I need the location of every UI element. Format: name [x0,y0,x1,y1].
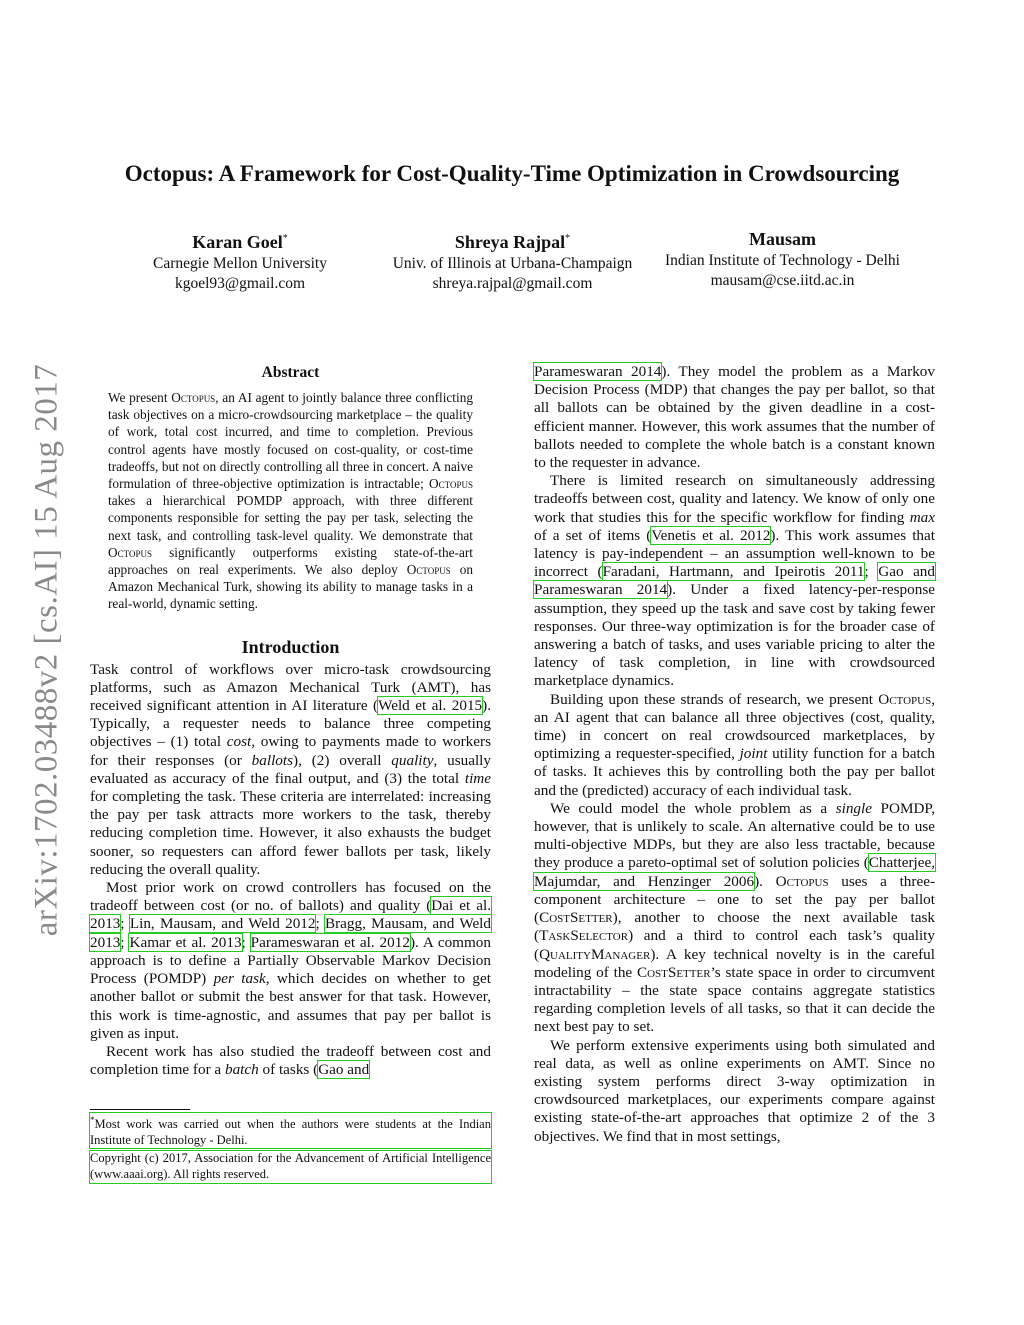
author-affiliation: Univ. of Illinois at Urbana-Champaign [392,255,633,272]
abstract-heading: Abstract [261,364,320,381]
author-footnote[interactable]: *Most work was carried out when the authors were students at the Indian Institute of Technology - Delhi. [90,1115,491,1147]
author-block-2 [375,227,650,293]
author-affiliation: Carnegie Mellon University [153,255,327,272]
citation-link[interactable]: Weld et al. 2015 [378,697,483,715]
intro-paragraph-2: Most prior work on crowd controllers has focused on the tradeoff between cost (or no. of ballots) and quality (Dai et al. 2013; Lin, Mausam, and Weld 2012; Bragg, Mausam, and Weld 2013; Kamar et al. 2013; Parameswaran et al. 2012). A common approach is to define a Partially Observable Markov Decision Process (POMDP) per task, which decides on whether to get another ballot or submit the best answer for that task. However, this work is time-agnostic, and assumes that pay per ballot is given as input. [90,879,491,1042]
intro-paragraph-7: We perform extensive experiments using both simulated and real data, as well as online experiments on AMT. Since no existing system performs direct 3-way optimization in crowdsourced marketplaces, our experiments compare against existing state-of-the-art approaches that optimize 2 of the 3 objectives. We find that in most settings, [534,1036,935,1145]
author-email: shreya.rajpal@gmail.com [432,274,593,292]
author-name: Karan Goel* [192,232,288,252]
citation-link[interactable]: Kamar et al. 2013 [129,933,242,951]
citation-link[interactable]: Parameswaran 2014 [534,363,662,380]
author-block-3 [650,227,915,290]
left-column [90,363,491,1079]
citation-link[interactable]: Gao and [318,1061,370,1079]
footnotes [90,1113,491,1183]
author-affiliation: Indian Institute of Technology - Delhi [665,252,900,269]
citation-link[interactable]: Gao and Parameswaran 2014 [534,563,935,599]
author-email: kgoel93@gmail.com [174,274,306,292]
author-name: Mausam [749,229,816,249]
intro-paragraph-1: Task control of workflows over micro-task crowdsourcing platforms, such as Amazon Mechanical Turk (AMT), has received significant attention in AI literature (Weld et al. 2015). Typically, a requester needs to balance three competing objectives – (1) total cost, owing to payments made to workers for their responses (or ballots), (2) overall quality, usually evaluated as accuracy of the final output, and (3) the total time for completing the task. These criteria are interrelated: increasing the pay per task attracts more workers to the task, thereby reducing completion time. However, it also exhausts the budget sooner, so requesters can afford fewer ballots per task, likely reducing the overall quality. [90,660,492,878]
footnote-divider [90,1109,190,1110]
intro-paragraph-3: Recent work has also studied the tradeoff between cost and completion time for a batch of tasks (Gao and [90,1042,491,1079]
intro-paragraph-6: We could model the whole problem as a single POMDP, however, that is unlikely to scale. An alternative could be to use multi-objective MDPs, but they are also less tractable, because they produce a pareto-optimal set of solution policies (Chatterjee, Majumdar, and Henzinger 2006). Octopus uses a three-component architecture – one to set the pay per ballot (CostSetter), another to choose the next available task (TaskSelector) and a third to control each task’s quality (QualityManager). A key technical novelty is in the careful modeling of the CostSetter’s state space in order to circumvent intractability – the state space contains aggregate statistics regarding completion levels of all tasks, so that it can decide the next best pay to set. [534,799,935,1036]
citation-link[interactable]: Lin, Mausam, and Weld 2012 [129,915,316,933]
right-column [534,363,935,1146]
intro-paragraph-4: There is limited research on simultaneously addressing tradeoffs between cost, quality and latency. We know of only one work that studies this for the specific workflow for finding max of a set of items (Venetis et al. 2012). This work assumes that latency is pay-independent – an assumption well-known to be incorrect (Faradani, Hartmann, and Ipeirotis 2011; Gao and Parameswaran 2014). Under a fixed latency-per-response assumption, they speed up the task and save cost by taking fewer responses. Our three-way optimization is for the broader case of answering a batch of tasks, and uses variable pricing to alter the latency of task completion, in line with crowdsourced marketplace dynamics. [534,472,935,690]
citation-link[interactable]: Parameswaran et al. 2012 [250,933,410,951]
citation-link[interactable]: Faradani, Hartmann, and Ipeirotis 2011 [602,563,865,581]
citation-link[interactable]: Venetis et al. 2012 [651,526,771,544]
author-block-1 [130,227,350,293]
abstract-text: We present Octopus, an AI agent to jointly balance three conflicting task objectives on a micro-crowdsourcing marketplace – the quality of work, total cost incurred, and time to completion. Previous control agents have mostly focused on cost-quality, or cost-time tradeoffs, but not on directly controlling all three in concert. A naive formulation of three-objective optimization is intractable; Octopus takes a hierarchical POMDP approach, with three different components responsible for setting the pay per task, selecting the next task, and controlling task-level quality. We demonstrate that Octopus significantly outperforms existing state-of-the-art approaches on real experiments. We also deploy Octopus on Amazon Mechanical Turk, showing its ability to manage tasks in a real-world, dynamic setting. [108,390,473,612]
introduction-heading: Introduction [241,636,340,657]
arxiv-identifier: arXiv:1702.03488v2 [cs.AI] 15 Aug 2017 [28,363,65,937]
citation-link[interactable]: Dai et al. 2013 [90,897,491,933]
copyright-notice[interactable]: Copyright (c) 2017, Association for the Advancement of Artificial Intelligence (www.aaai.org). All rights reserved. [90,1151,491,1181]
intro-paragraph-5: Building upon these strands of research, we present Octopus, an AI agent that can balance all three objectives (cost, quality, time) in concert on real crowdsourced marketplaces, by optimizing a requester-specified, joint utility function for a batch of tasks. It achieves this by controlling both the pay per ballot and the (predicted) accuracy of each individual task. [534,690,935,799]
author-email: mausam@cse.iitd.ac.in [710,271,855,289]
author-name: Shreya Rajpal* [454,232,571,252]
citation-link[interactable]: Bragg, Mausam, and Weld 2013 [90,915,491,951]
intro-paragraph-3-cont: Parameswaran 2014). They model the problem as a Markov Decision Process (MDP) that changes the pay per ballot, so that all ballots can be obtained by the given deadline in a cost-efficient manner. However, this work assumes that the number of ballots needed to complete the whole batch is a constant known to the requester in advance. [534,363,935,472]
paper-title: Octopus: A Framework for Cost-Quality-Time Optimization in Crowdsourcing [124,161,900,186]
citation-link[interactable]: Chatterjee, Majumdar, and Henzinger 2006 [534,854,935,890]
